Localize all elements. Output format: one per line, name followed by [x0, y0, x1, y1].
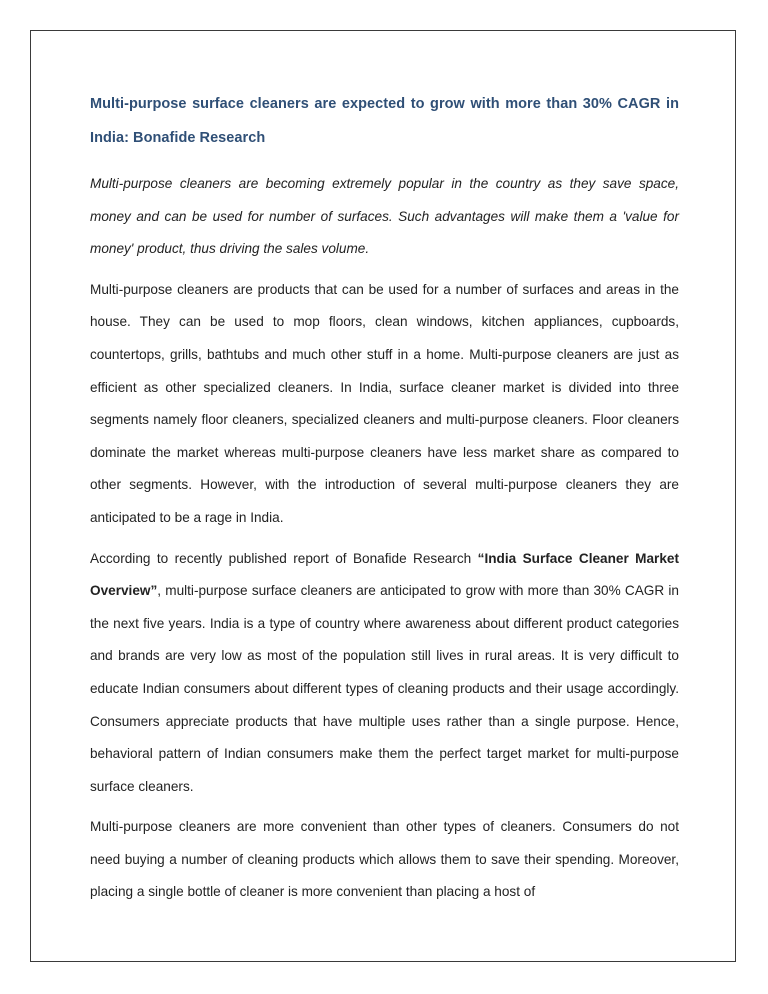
paragraph-2-lead: According to recently published report of Bonafide Research — [90, 550, 478, 566]
document-title: Multi-purpose surface cleaners are expected to grow with more than 30% CAGR in India: Bonafide Research — [90, 96, 679, 146]
document-body — [90, 87, 679, 909]
paragraph-3: Multi-purpose cleaners are more convenient than other types of cleaners. Consumers do not need buying a number of cleaning products which allows them to save their spending. Moreover, placing a single bottle of cleaner is more convenient than placing a host of — [90, 819, 679, 900]
intro-paragraph: Multi-purpose cleaners are becoming extremely popular in the country as they save space, money and can be used for number of surfaces. Such advantages will make them a 'value for money' product, thus driving the sales volume. — [90, 176, 679, 257]
paragraph-2 — [90, 543, 679, 804]
paragraph-2-rest: , multi-purpose surface cleaners are anticipated to grow with more than 30% CAGR in the next five years. India is a type of country where awareness about different product categories and brands are very low as most of the population still lives in rural areas. It is very difficult to educate Indian consumers about different types of cleaning products and their usage accordingly. Consumers appreciate products that have multiple uses rather than a single purpose. Hence, behavioral pattern of Indian consumers make them the perfect target market for multi-purpose surface cleaners. — [90, 583, 679, 794]
report-title: “India Surface Cleaner Market Overview” — [90, 550, 679, 599]
paragraph-1: Multi-purpose cleaners are products that can be used for a number of surfaces and areas in the house. They can be used to mop floors, clean windows, kitchen appliances, cupboards, countertops, grills, bathtubs and much other stuff in a home. Multi-purpose cleaners are just as efficient as other specialized cleaners. In India, surface cleaner market is divided into three segments namely floor cleaners, specialized cleaners and multi-purpose cleaners. Floor cleaners dominate the market whereas multi-purpose cleaners have less market share as compared to other segments. However, with the introduction of several multi-purpose cleaners they are anticipated to be a rage in India. — [90, 281, 679, 525]
